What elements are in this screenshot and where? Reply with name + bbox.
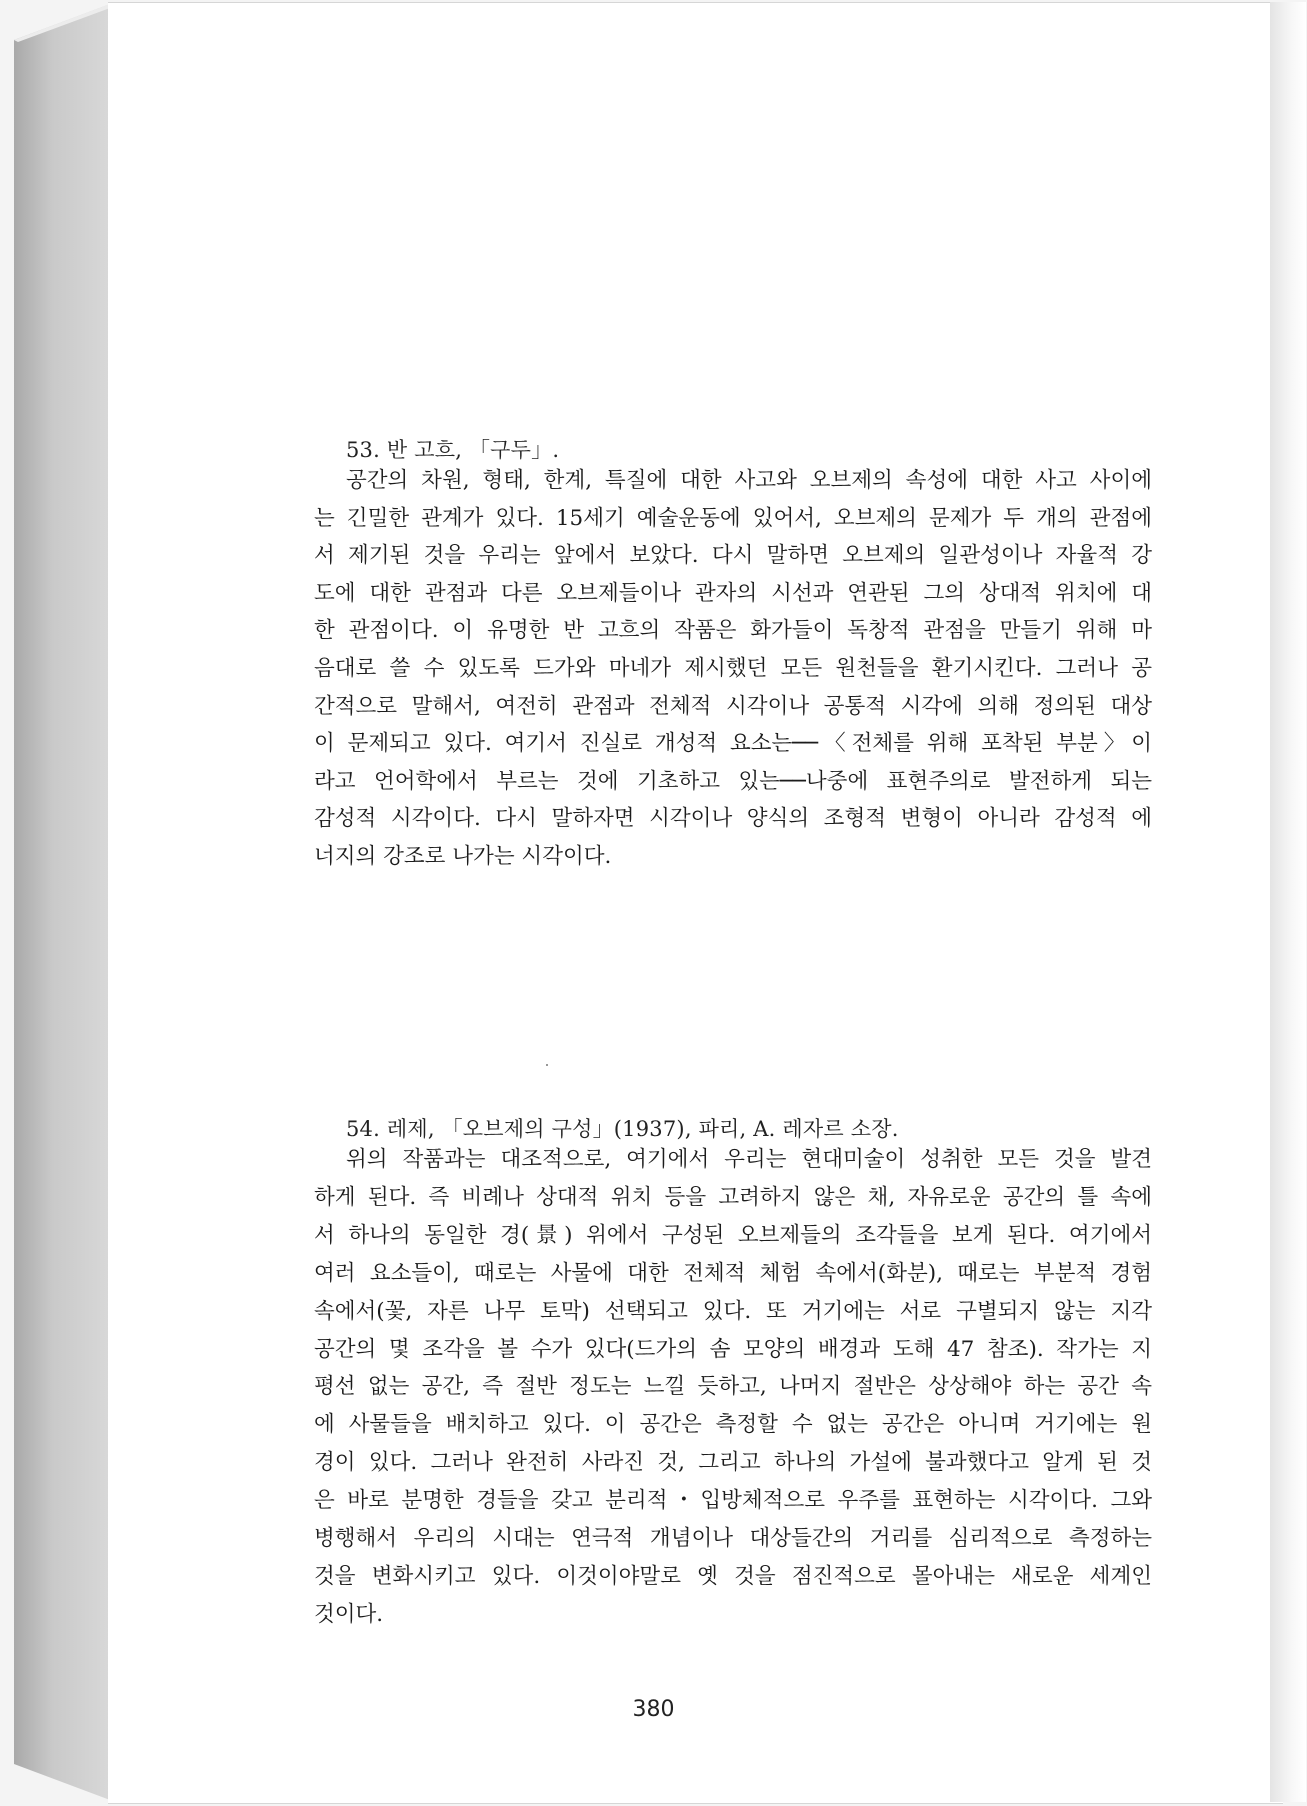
text-line: 에 사물들을 배치하고 있다. 이 공간은 측정할 수 없는 공간은 아니며 거기에는 원	[314, 1412, 1152, 1438]
text-line: 병행해서 우리의 시대는 연극적 개념이나 대상들간의 거리를 심리적으로 측정하는	[314, 1526, 1152, 1552]
scan-speck	[546, 1064, 548, 1066]
text-line: 도에 대한 관점과 다른 오브제들이나 관자의 시선과 연관된 그의 상대적 위치에 대	[314, 580, 1152, 606]
paragraph-53	[314, 462, 1152, 876]
text-line: 여러 요소들이, 때로는 사물에 대한 전체적 체험 속에서(화분), 때로는 부분적 경험	[314, 1260, 1152, 1286]
text-line: 서 제기된 것을 우리는 앞에서 보았다. 다시 말하면 오브제의 일관성이나 자율적 강	[314, 543, 1152, 569]
page-edge-shadow	[1270, 2, 1306, 1802]
text-line: 평선 없는 공간, 즉 절반 정도는 느낄 듯하고, 나머지 절반은 상상해야 하는 공간 속	[314, 1374, 1152, 1400]
text-line: 서 하나의 동일한 경(景) 위에서 구성된 오브제들의 조각들을 보게 된다. 여기에서	[314, 1222, 1152, 1248]
text-line: 위의 작품과는 대조적으로, 여기에서 우리는 현대미술이 성취한 모든 것을 발견	[346, 1147, 1152, 1172]
text-line: 것이다.	[314, 1601, 384, 1627]
text-line: 감성적 시각이다. 다시 말하자면 시각이나 양식의 조형적 변형이 아니라 감성적 에	[314, 806, 1152, 832]
page-number: 380	[632, 1697, 675, 1722]
book-spine	[14, 4, 110, 1800]
text-line: 간적으로 말해서, 여전히 관점과 전체적 시각이나 공통적 시각에 의해 정의된 대상	[314, 693, 1152, 719]
text-line: 라고 언어학에서 부르는 것에 기초하고 있는──나중에 표현주의로 발전하게 되는	[314, 768, 1152, 794]
text-line: 한 관점이다. 이 유명한 반 고흐의 작품은 화가들이 독창적 관점을 만들기 위해 마	[314, 618, 1152, 644]
text-line: 경이 있다. 그러나 완전히 사라진 것, 그리고 하나의 가설에 불과했다고 알게 된 것	[314, 1450, 1152, 1476]
text-line: 하게 된다. 즉 비례나 상대적 위치 등을 고려하지 않은 채, 자유로운 공간의 틀 속에	[314, 1184, 1152, 1210]
text-line: 음대로 쓸 수 있도록 드가와 마네가 제시했던 모든 원천들을 환기시킨다. 그러나 공	[314, 655, 1152, 681]
text-line: 속에서(꽃, 자른 나무 토막) 선택되고 있다. 또 거기에는 서로 구별되지 않는 지각	[314, 1298, 1152, 1324]
text-line: 이 문제되고 있다. 여기서 진실로 개성적 요소는──〈전체를 위해 포착된 부분〉이	[314, 731, 1152, 757]
text-line: 공간의 몇 조각을 볼 수가 있다(드가의 솜 모양의 배경과 도해 47 참조). 작가는 지	[314, 1336, 1152, 1362]
figure-caption-53: 53. 반 고흐, 「구두」.	[346, 438, 560, 462]
text-line: 너지의 강조로 나가는 시각이다.	[314, 843, 612, 869]
text-line: 것을 변화시키고 있다. 이것이야말로 옛 것을 점진적으로 몰아내는 새로운 세계인	[314, 1563, 1152, 1589]
text-line: 은 바로 분명한 경들을 갖고 분리적・입방체적으로 우주를 표현하는 시각이다. 그와	[314, 1488, 1152, 1514]
text-line: 는 긴밀한 관계가 있다. 15세기 예술운동에 있어서, 오브제의 문제가 두 개의 관점에	[314, 505, 1152, 531]
figure-caption-54: 54. 레제, 「오브제의 구성」(1937), 파리, A. 레자르 소장.	[346, 1117, 899, 1141]
paragraph-54	[314, 1141, 1152, 1634]
text-line: 공간의 차원, 형태, 한계, 특질에 대한 사고와 오브제의 속성에 대한 사고 사이에	[346, 468, 1152, 493]
